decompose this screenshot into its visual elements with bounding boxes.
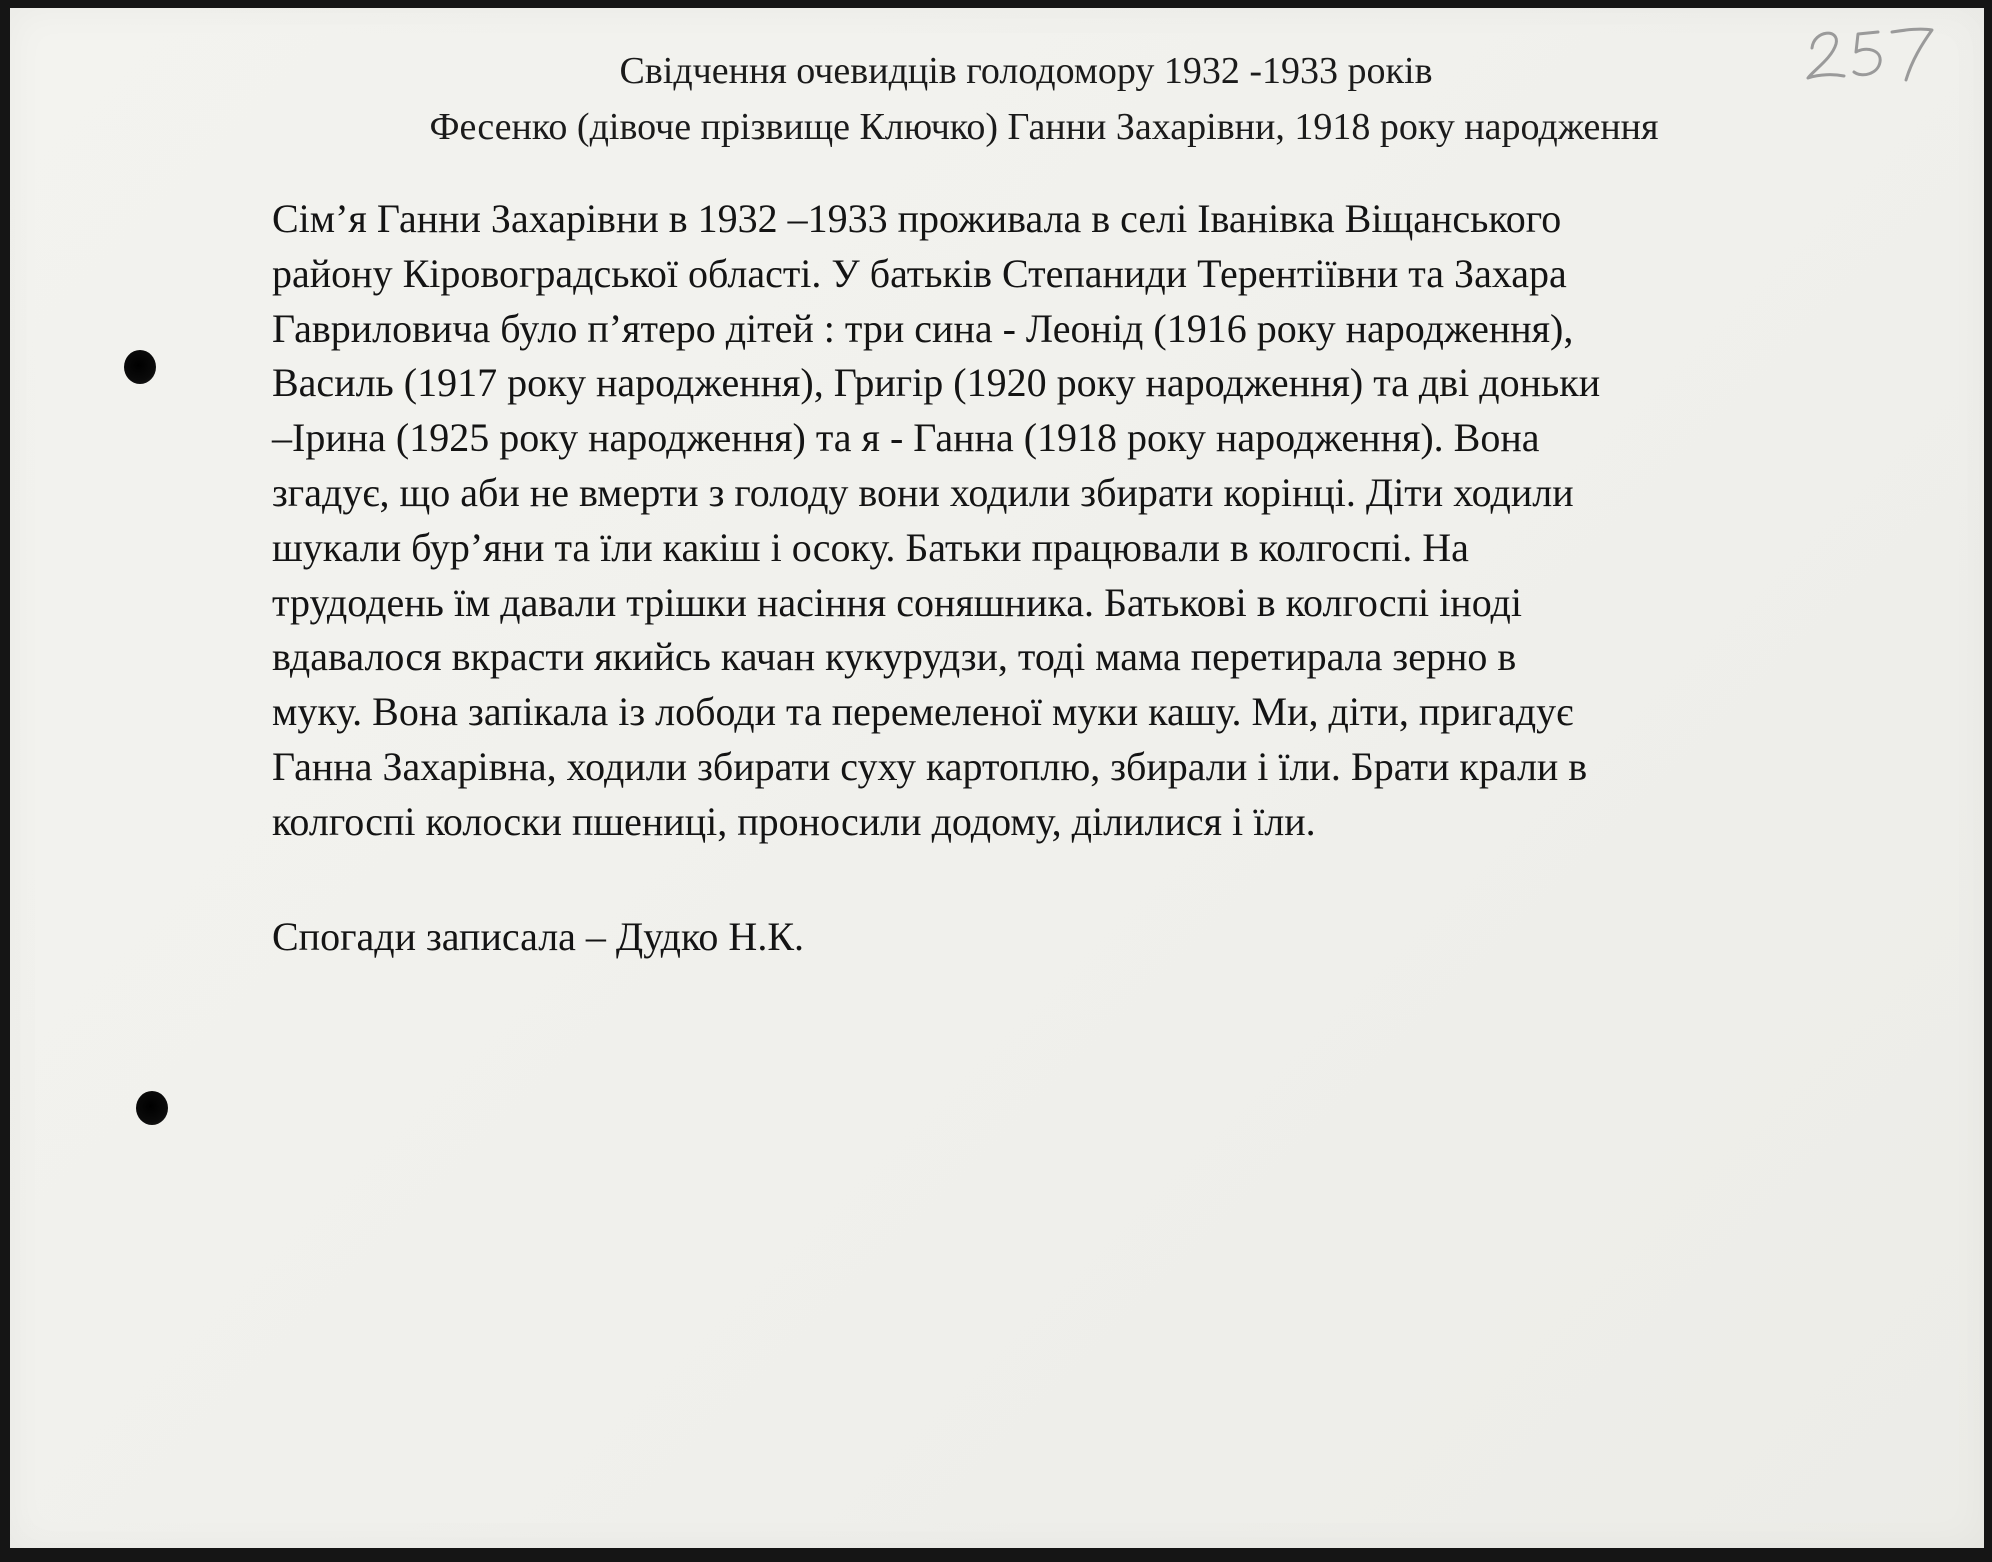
body-line: Гавриловича було п’ятеро дітей : три сина - Леонід (1916 року народження), (272, 305, 1574, 351)
body-line: згадує, що аби не вмерти з голоду вони ходили збирати корінці. Діти ходили (272, 469, 1574, 515)
body-line: вдавалося вкрасти якийсь качан кукурудзи, тоді мама перетирала зерно в (272, 634, 1517, 680)
body-line: Сім’я Ганни Захарівни в 1932 –1933 проживала в селі Іванівка Віщанського (272, 196, 1562, 241)
document-title: Свідчення очевидців голодомору 1932 -1933 років (619, 50, 1433, 92)
punch-hole-top (124, 350, 156, 384)
body-line: шукали бур’яни та їли какіш і осоку. Батьки працювали в колгоспі. На (272, 524, 1469, 570)
testimony-body (272, 192, 1832, 850)
body-line: Василь (1917 року народження), Григір (1920 року народження) та дві доньки (272, 360, 1601, 406)
body-line: району Кіровоградської області. У батьків Степаниди Терентіївни та Захара (272, 250, 1567, 296)
document-subtitle: Фесенко (дівоче прізвище Ключко) Ганни Захарівни, 1918 року народження (429, 106, 1659, 148)
body-line: муку. Вона запікала із лободи та перемеленої муки кашу. Ми, діти, пригадує (272, 689, 1574, 735)
body-line: трудодень їм давали трішки насіння соняшника. Батькові в колгоспі іноді (272, 579, 1522, 625)
body-line: Ганна Захарівна, ходили збирати суху картоплю, збирали і їли. Брати крали в (272, 743, 1588, 789)
body-line: колгоспі колоски пшениці, проносили додому, ділилися і їли. (272, 798, 1316, 844)
body-line: –Ірина (1925 року народження) та я - Ганна (1918 року народження). Вона (272, 415, 1540, 461)
recorder-signature-line: Спогади записала – Дудко Н.К. (272, 914, 804, 959)
punch-hole-bottom (136, 1091, 168, 1125)
